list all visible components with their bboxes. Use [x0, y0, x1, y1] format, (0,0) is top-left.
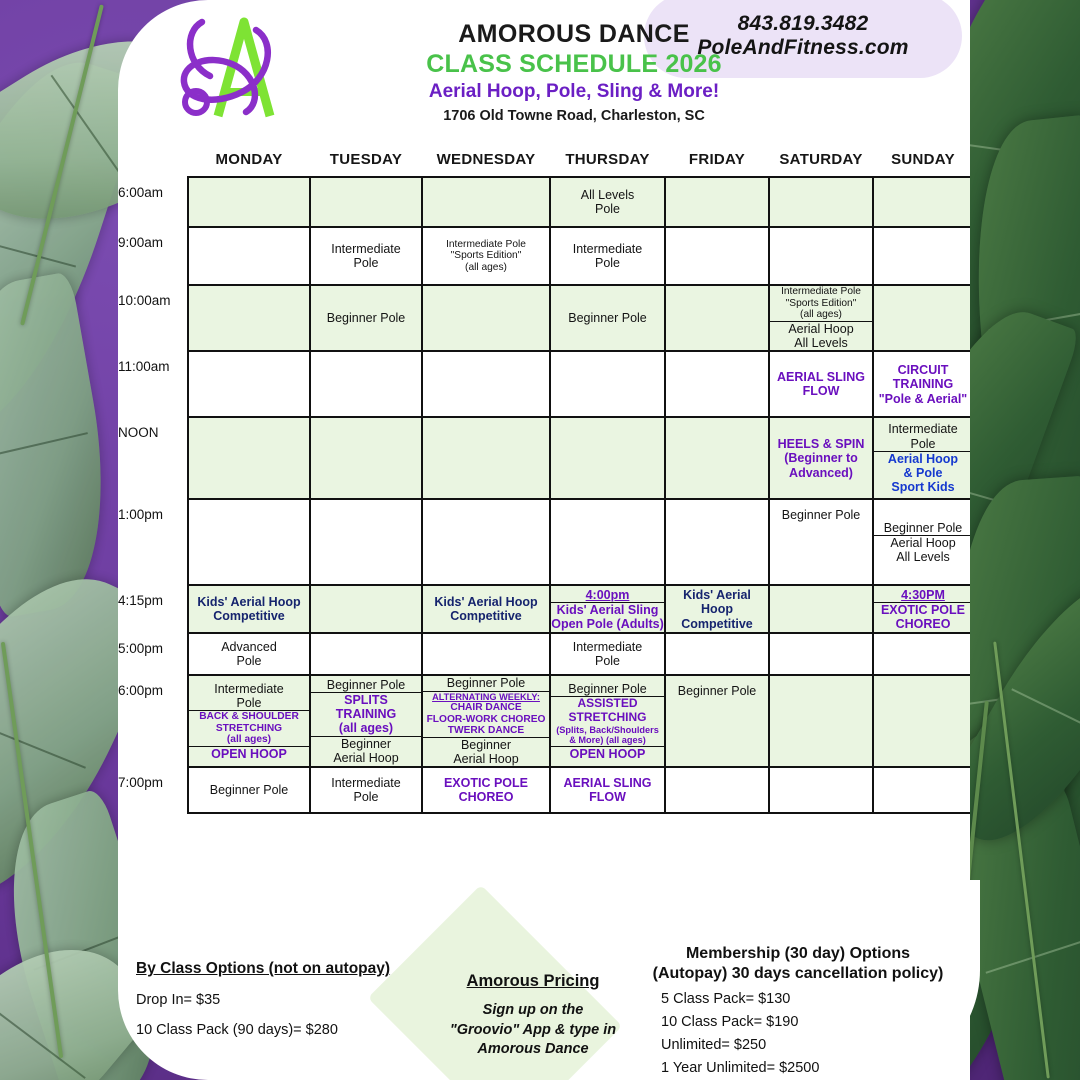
- class-cell-sunday-415pm[interactable]: [873, 585, 970, 633]
- website-url[interactable]: PoleAndFitness.com: [697, 36, 909, 59]
- class-cell-tuesday-700pm[interactable]: Intermediate Pole: [310, 767, 422, 813]
- class-subcell[interactable]: Beginner Aerial Hoop: [423, 737, 549, 766]
- class-cell-monday-500pm[interactable]: Advanced Pole: [188, 633, 310, 675]
- amorous-pricing-heading: Amorous Pricing: [466, 972, 600, 990]
- day-header-tuesday: TUESDAY: [329, 150, 403, 168]
- class-subcell[interactable]: Beginner Pole: [883, 520, 963, 535]
- class-subcell[interactable]: Intermediate Pole: [888, 422, 958, 451]
- schedule-row: [118, 675, 970, 767]
- class-subcell[interactable]: Beginner Pole: [568, 682, 647, 697]
- day-header-row: [118, 142, 970, 177]
- class-cell-saturday-noon[interactable]: HEELS & SPIN (Beginner to Advanced): [769, 417, 873, 499]
- class-cell-tuesday-noon[interactable]: [310, 417, 422, 499]
- membership-item: 10 Class Pack= $190: [661, 1014, 799, 1030]
- phone-number[interactable]: 843.819.3482: [737, 12, 869, 36]
- class-subcell[interactable]: Intermediate Pole: [214, 681, 284, 710]
- class-subcell[interactable]: 4:00pm: [585, 587, 630, 602]
- time-label-600am: 6:00am: [118, 185, 164, 200]
- schedule-row: [118, 351, 970, 417]
- class-subcell[interactable]: OPEN HOOP: [551, 746, 664, 761]
- class-cell-wednesday-600pm[interactable]: [422, 675, 550, 767]
- class-subcell[interactable]: ALTERNATING WEEKLY: CHAIR DANCE FLOOR-WORK CHOREO TWERK DANCE: [423, 691, 549, 737]
- class-cell-wednesday-900am[interactable]: Intermediate Pole "Sports Edition" (all ages): [422, 227, 550, 285]
- class-cell-friday-600am[interactable]: [665, 177, 769, 227]
- membership-options-block: [633, 944, 963, 1076]
- schedule-row: [118, 633, 970, 675]
- time-label-1000am: 10:00am: [118, 293, 171, 308]
- class-subcell[interactable]: BACK & SHOULDER STRETCHING (all ages): [189, 711, 309, 747]
- class-cell-sunday-1000am[interactable]: [873, 285, 970, 351]
- schedule-row: [118, 767, 970, 813]
- class-cell-wednesday-600am[interactable]: [422, 177, 550, 227]
- class-subcell[interactable]: Beginner Pole: [326, 677, 406, 692]
- class-cell-wednesday-1000am[interactable]: [422, 285, 550, 351]
- class-cell-thursday-900am[interactable]: Intermediate Pole: [550, 227, 665, 285]
- day-header-saturday: SATURDAY: [779, 150, 863, 168]
- class-cell-friday-600pm[interactable]: Beginner Pole: [665, 675, 769, 767]
- schedule-title: CLASS SCHEDULE 2026: [426, 50, 722, 78]
- class-subcell[interactable]: ASSISTED STRETCHING (Splits, Back/Shoulders & More) (all ages): [551, 697, 664, 746]
- class-cell-sunday-600am[interactable]: [873, 177, 970, 227]
- class-schedule-grid: [118, 142, 970, 814]
- class-cell-saturday-1100am[interactable]: AERIAL SLING FLOW: [769, 351, 873, 417]
- class-cell-tuesday-600pm[interactable]: [310, 675, 422, 767]
- class-cell-monday-100pm[interactable]: [188, 499, 310, 585]
- time-label-700pm: 7:00pm: [118, 775, 164, 791]
- class-cell-wednesday-415pm[interactable]: Kids' Aerial Hoop Competitive: [422, 585, 550, 633]
- class-cell-monday-1100am[interactable]: [188, 351, 310, 417]
- class-cell-tuesday-1100am[interactable]: [310, 351, 422, 417]
- class-subcell[interactable]: Intermediate Pole "Sports Edition" (all ages): [781, 286, 861, 321]
- pricing-footer: [118, 944, 970, 1080]
- time-label-noon: NOON: [118, 425, 159, 441]
- class-subcell[interactable]: OPEN HOOP: [189, 746, 309, 761]
- time-label-600pm: 6:00pm: [118, 683, 164, 699]
- class-subcell[interactable]: EXOTIC POLE CHOREO: [874, 602, 970, 631]
- class-cell-monday-noon[interactable]: [188, 417, 310, 499]
- day-header-monday: MONDAY: [215, 150, 283, 168]
- membership-item: 5 Class Pack= $130: [661, 991, 791, 1007]
- class-cell-saturday-1000am[interactable]: [769, 285, 873, 351]
- class-cell-monday-415pm[interactable]: Kids' Aerial Hoop Competitive: [188, 585, 310, 633]
- schedule-row: [118, 285, 970, 351]
- time-label-415pm: 4:15pm: [118, 593, 164, 609]
- class-cell-thursday-415pm[interactable]: [550, 585, 665, 633]
- class-subcell[interactable]: Kids' Aerial Sling Open Pole (Adults): [551, 602, 664, 631]
- class-subcell[interactable]: Aerial Hoop & Pole Sport Kids: [874, 451, 970, 494]
- day-header-friday: FRIDAY: [688, 150, 746, 168]
- class-cell-sunday-600pm[interactable]: [873, 675, 970, 767]
- class-cell-monday-600am[interactable]: [188, 177, 310, 227]
- class-cell-thursday-noon[interactable]: [550, 417, 665, 499]
- class-subcell[interactable]: Aerial Hoop All Levels: [770, 321, 872, 350]
- class-cell-tuesday-100pm[interactable]: [310, 499, 422, 585]
- class-subcell[interactable]: Beginner Aerial Hoop: [311, 736, 421, 765]
- class-cell-thursday-1100am[interactable]: [550, 351, 665, 417]
- class-cell-sunday-100pm[interactable]: [873, 499, 970, 585]
- time-label-900am: 9:00am: [118, 235, 164, 250]
- class-cell-monday-600pm[interactable]: [188, 675, 310, 767]
- business-name: AMOROUS DANCE: [458, 20, 690, 48]
- class-subcell[interactable]: SPLITS TRAINING (all ages): [311, 692, 421, 736]
- day-header-sunday: SUNDAY: [891, 150, 955, 168]
- class-cell-friday-noon[interactable]: [665, 417, 769, 499]
- class-cell-thursday-500pm[interactable]: Intermediate Pole: [550, 633, 665, 675]
- class-cell-sunday-noon[interactable]: [873, 417, 970, 499]
- corner-header: [118, 142, 188, 177]
- class-cell-saturday-100pm[interactable]: Beginner Pole: [769, 499, 873, 585]
- class-cell-friday-1100am[interactable]: [665, 351, 769, 417]
- class-cell-thursday-100pm[interactable]: [550, 499, 665, 585]
- signup-line: Amorous Dance: [477, 1041, 589, 1058]
- day-header-wednesday: WEDNESDAY: [436, 150, 536, 168]
- class-cell-saturday-600pm[interactable]: [769, 675, 873, 767]
- schedule-table: [118, 142, 970, 814]
- class-cell-wednesday-100pm[interactable]: [422, 499, 550, 585]
- class-cell-sunday-700pm[interactable]: [873, 767, 970, 813]
- membership-item: Unlimited= $250: [661, 1037, 767, 1053]
- by-class-option-item: Drop In= $35: [136, 992, 221, 1008]
- class-cell-sunday-900am[interactable]: [873, 227, 970, 285]
- time-label-100pm: 1:00pm: [118, 507, 164, 523]
- class-cell-wednesday-700pm[interactable]: EXOTIC POLE CHOREO: [422, 767, 550, 813]
- class-cell-thursday-1000am[interactable]: Beginner Pole: [550, 285, 665, 351]
- class-cell-saturday-900am[interactable]: [769, 227, 873, 285]
- schedule-row: [118, 585, 970, 633]
- amorous-pricing-block: [418, 972, 648, 1060]
- class-cell-monday-900am[interactable]: [188, 227, 310, 285]
- class-cell-friday-700pm[interactable]: [665, 767, 769, 813]
- class-cell-sunday-500pm[interactable]: [873, 633, 970, 675]
- class-cell-tuesday-900am[interactable]: Intermediate Pole: [310, 227, 422, 285]
- class-cell-monday-700pm[interactable]: Beginner Pole: [188, 767, 310, 813]
- by-class-options-block: [136, 960, 436, 1038]
- class-cell-thursday-700pm[interactable]: AERIAL SLING FLOW: [550, 767, 665, 813]
- class-cell-friday-100pm[interactable]: [665, 499, 769, 585]
- class-cell-saturday-700pm[interactable]: [769, 767, 873, 813]
- membership-heading-line1: Membership (30 day) Options: [685, 945, 911, 962]
- class-cell-tuesday-415pm[interactable]: [310, 585, 422, 633]
- class-cell-thursday-600am[interactable]: All Levels Pole: [550, 177, 665, 227]
- schedule-row: [118, 227, 970, 285]
- schedule-row: [118, 177, 970, 227]
- schedule-card: [118, 0, 970, 1080]
- class-cell-saturday-500pm[interactable]: [769, 633, 873, 675]
- class-cell-friday-900am[interactable]: [665, 227, 769, 285]
- schedule-subtitle: Aerial Hoop, Pole, Sling & More!: [428, 81, 720, 102]
- class-cell-thursday-600pm[interactable]: [550, 675, 665, 767]
- signup-line: "Groovio" App & type in: [449, 1021, 617, 1038]
- class-cell-wednesday-noon[interactable]: [422, 417, 550, 499]
- day-header-thursday: THURSDAY: [565, 150, 650, 168]
- studio-address: 1706 Old Towne Road, Charleston, SC: [443, 108, 705, 124]
- membership-item: 1 Year Unlimited= $2500: [661, 1060, 820, 1076]
- time-label-1100am: 11:00am: [118, 359, 170, 375]
- class-cell-sunday-1100am[interactable]: CIRCUIT TRAINING "Pole & Aerial": [873, 351, 970, 417]
- schedule-row: [118, 499, 970, 585]
- amorous-a-monogram-logo-icon: [158, 6, 288, 116]
- schedule-row: [118, 417, 970, 499]
- class-cell-wednesday-500pm[interactable]: [422, 633, 550, 675]
- by-class-option-item: 10 Class Pack (90 days)= $280: [136, 1022, 338, 1038]
- class-cell-friday-1000am[interactable]: [665, 285, 769, 351]
- by-class-options-heading: By Class Options (not on autopay): [136, 960, 391, 977]
- class-cell-saturday-600am[interactable]: [769, 177, 873, 227]
- time-label-500pm: 5:00pm: [118, 641, 164, 657]
- class-cell-monday-1000am[interactable]: [188, 285, 310, 351]
- class-subcell[interactable]: Aerial Hoop All Levels: [874, 535, 970, 564]
- class-subcell[interactable]: Beginner Pole: [446, 676, 526, 691]
- class-cell-friday-500pm[interactable]: [665, 633, 769, 675]
- class-cell-tuesday-1000am[interactable]: Beginner Pole: [310, 285, 422, 351]
- class-cell-friday-415pm[interactable]: Kids' Aerial Hoop Competitive: [665, 585, 769, 633]
- class-subcell[interactable]: 4:30PM: [901, 587, 945, 602]
- class-cell-saturday-415pm[interactable]: [769, 585, 873, 633]
- signup-line: Sign up on the: [482, 1002, 584, 1018]
- class-cell-wednesday-1100am[interactable]: [422, 351, 550, 417]
- title-block: [314, 20, 834, 124]
- membership-heading-line2: (Autopay) 30 days cancellation policy): [652, 965, 944, 982]
- class-cell-tuesday-600am[interactable]: [310, 177, 422, 227]
- class-cell-tuesday-500pm[interactable]: [310, 633, 422, 675]
- card-header: [118, 0, 970, 142]
